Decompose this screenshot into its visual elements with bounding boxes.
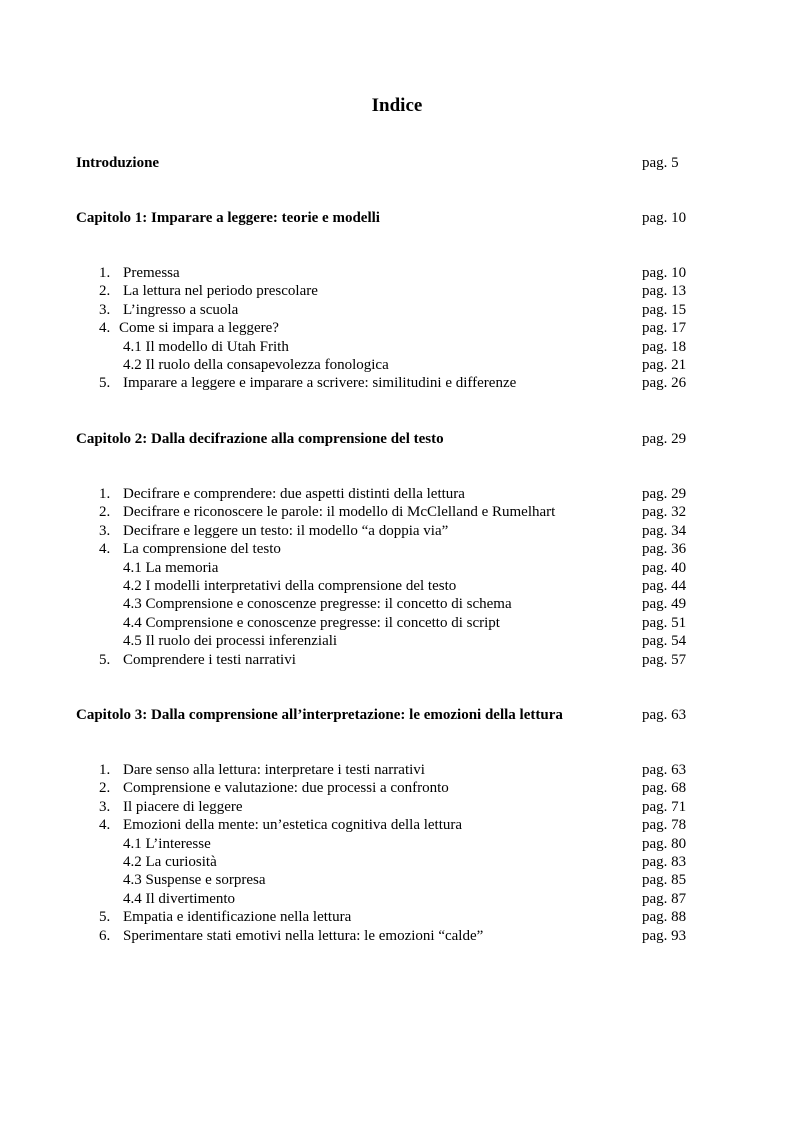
toc-item-page: pag. 71 — [642, 799, 687, 815]
page-title: Indice — [371, 95, 423, 116]
toc-item-text: L’ingresso a scuola — [123, 302, 239, 318]
toc-item-text: Il piacere di leggere — [123, 799, 243, 815]
chapter-2-title: Capitolo 2: Dalla decifrazione alla comprensione del testo — [76, 431, 444, 447]
toc-item-page: pag. 93 — [642, 928, 687, 944]
toc-item-page: pag. 40 — [642, 560, 687, 576]
toc-item-text: Comprendere i testi narrativi — [123, 652, 296, 668]
chapter-3-title: Capitolo 3: Dalla comprensione all’interpretazione: le emozioni della lettura — [76, 707, 563, 723]
toc-item-page: pag. 51 — [642, 615, 687, 631]
toc-subitem-text: 4.5 Il ruolo dei processi inferenziali — [123, 633, 338, 649]
toc-item-page: pag. 63 — [642, 762, 687, 778]
toc-subitem-text: 4.3 Suspense e sorpresa — [123, 872, 266, 888]
toc-item-text: Decifrare e leggere un testo: il modello “a doppia via” — [123, 523, 449, 539]
toc-item-page: pag. 36 — [642, 541, 687, 557]
toc-item-page: pag. 88 — [642, 909, 687, 925]
toc-subitem-text: 4.3 Comprensione e conoscenze pregresse: il concetto di schema — [123, 596, 512, 612]
toc-item-number: 1. — [99, 265, 111, 281]
toc-item-text: Imparare a leggere e imparare a scrivere: similitudini e differenze — [123, 375, 517, 391]
toc-item-number: 1. — [99, 486, 111, 502]
toc-item-page: pag. 49 — [642, 596, 687, 612]
toc-subitem-text: 4.4 Il divertimento — [123, 891, 236, 907]
toc-subitem-text: 4.2 Il ruolo della consapevolezza fonologica — [123, 357, 389, 373]
toc-item-text: Emozioni della mente: un’estetica cognitiva della lettura — [123, 817, 463, 833]
toc-subitem-text: 4.4 Comprensione e conoscenze pregresse: il concetto di script — [123, 615, 500, 631]
toc-item-number: 2. — [99, 283, 111, 299]
toc-item-text: Decifrare e comprendere: due aspetti distinti della lettura — [123, 486, 465, 502]
toc-item-number: 2. — [99, 504, 111, 520]
toc-item-page: pag. 18 — [642, 339, 687, 355]
toc-item-page: pag. 15 — [642, 302, 687, 318]
toc-item-text: Sperimentare stati emotivi nella lettura: le emozioni “calde” — [123, 928, 484, 944]
toc-intro-page: pag. 5 — [642, 155, 679, 171]
toc-item-page: pag. 13 — [642, 283, 687, 299]
chapter-3-page: pag. 63 — [642, 707, 687, 723]
toc-item-page: pag. 83 — [642, 854, 687, 870]
toc-item-text: Empatia e identificazione nella lettura — [123, 909, 352, 925]
toc-item-text: Dare senso alla lettura: interpretare i testi narrativi — [123, 762, 425, 778]
toc-item-page: pag. 17 — [642, 320, 687, 336]
toc-subitem-text: 4.1 La memoria — [123, 560, 219, 576]
toc-item-page: pag. 26 — [642, 375, 687, 391]
toc-item-page: pag. 32 — [642, 504, 687, 520]
toc-item-page: pag. 29 — [642, 486, 687, 502]
toc-item-text: La lettura nel periodo prescolare — [123, 283, 318, 299]
toc-item-page: pag. 54 — [642, 633, 687, 649]
toc-item-page: pag. 78 — [642, 817, 687, 833]
toc-subitem-text: 4.1 Il modello di Utah Frith — [123, 339, 289, 355]
toc-item-page: pag. 68 — [642, 780, 687, 796]
toc-item-page: pag. 44 — [642, 578, 687, 594]
toc-item-number: 2. — [99, 780, 111, 796]
toc-item-number: 3. — [99, 523, 111, 539]
toc-item-number: 5. — [99, 652, 111, 668]
chapter-2-page: pag. 29 — [642, 431, 687, 447]
toc-item-page: pag. 34 — [642, 523, 687, 539]
toc-item-number: 5. — [99, 375, 111, 391]
toc-item-number: 3. — [99, 799, 111, 815]
toc-item-number: 6. — [99, 928, 111, 944]
toc-item-number: 1. — [99, 762, 111, 778]
toc-item-text: La comprensione del testo — [123, 541, 281, 557]
toc-item-page: pag. 10 — [642, 265, 687, 281]
toc-item-page: pag. 21 — [642, 357, 687, 373]
toc-item-number: 5. — [99, 909, 111, 925]
toc-item-page: pag. 57 — [642, 652, 687, 668]
toc-item-number: 3. — [99, 302, 111, 318]
toc-item-page: pag. 87 — [642, 891, 687, 907]
chapter-1-title: Capitolo 1: Imparare a leggere: teorie e modelli — [76, 210, 380, 226]
toc-item-page: pag. 80 — [642, 836, 687, 852]
toc-intro-label: Introduzione — [76, 155, 160, 171]
toc-item-text: Come si impara a leggere? — [119, 320, 279, 336]
toc-item-text: Decifrare e riconoscere le parole: il modello di McClelland e Rumelhart — [123, 504, 556, 520]
toc-item-number: 4. — [99, 817, 111, 833]
toc-item-text: Premessa — [123, 265, 180, 281]
toc-item-text: Comprensione e valutazione: due processi a confronto — [123, 780, 449, 796]
toc-item-number: 4. — [99, 320, 111, 336]
toc-item-page: pag. 85 — [642, 872, 687, 888]
toc-subitem-text: 4.1 L’interesse — [123, 836, 211, 852]
toc-subitem-text: 4.2 I modelli interpretativi della comprensione del testo — [123, 578, 457, 594]
chapter-1-page: pag. 10 — [642, 210, 687, 226]
toc-item-number: 4. — [99, 541, 111, 557]
toc-subitem-text: 4.2 La curiosità — [123, 854, 217, 870]
